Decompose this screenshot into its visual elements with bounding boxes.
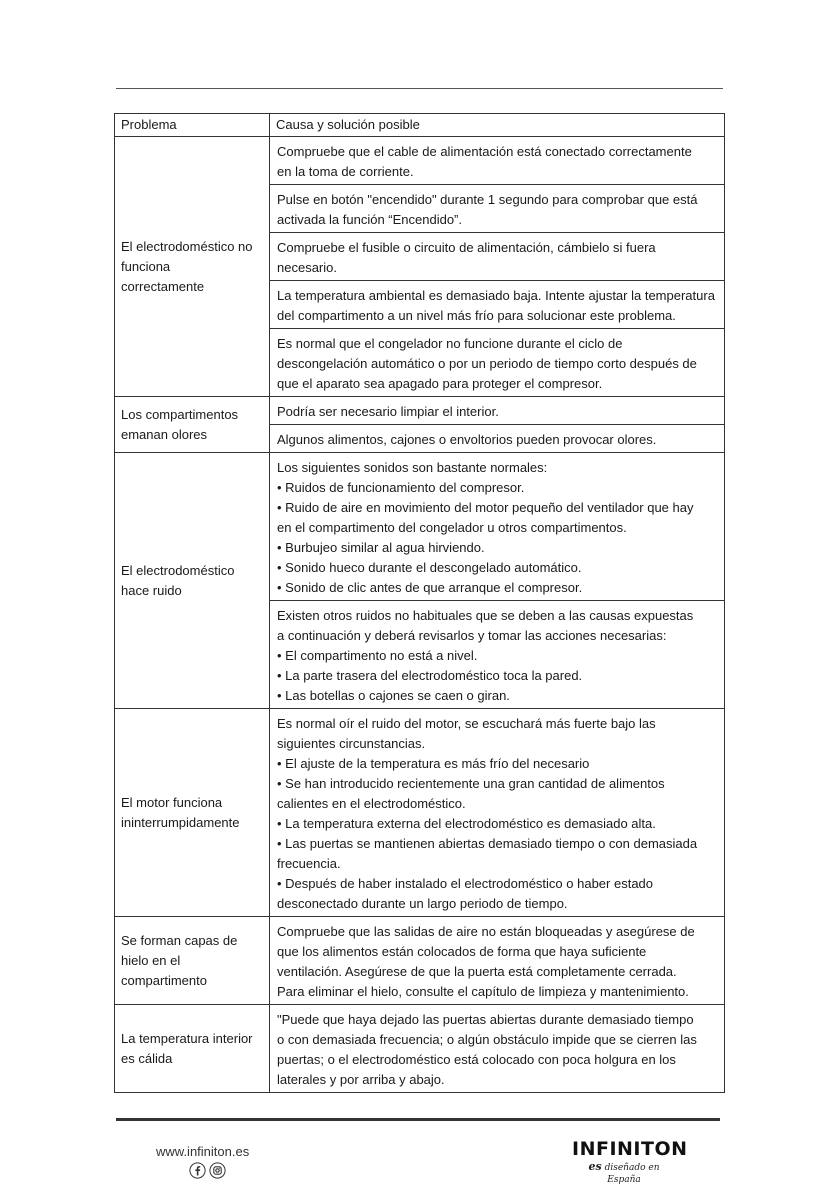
cause-cell [270, 233, 725, 281]
cause-line: Es normal oír el ruido del motor, se escuchará más fuerte bajo las [277, 716, 656, 731]
problem-cell [115, 453, 270, 709]
cause-line: • Sonido de clic antes de que arranque el compresor. [277, 580, 583, 595]
problem-line: La temperatura interior [121, 1030, 253, 1046]
problem-cell [115, 709, 270, 917]
cause-line: Compruebe que las salidas de aire no están bloqueadas y asegúrese de [277, 924, 695, 939]
cause-line: a continuación y deberá revisarlos y tomar las acciones necesarias: [277, 628, 667, 643]
cause-line: Es normal que el congelador no funcione durante el ciclo de [277, 336, 623, 351]
cause-line: laterales y por arriba y abajo. [277, 1072, 445, 1087]
problem-line: hace ruido [121, 582, 182, 598]
problem-line: ininterrumpidamente [121, 814, 240, 830]
table-row [115, 453, 725, 601]
facebook-icon[interactable] [189, 1162, 206, 1184]
problem-line: compartimento [121, 972, 207, 988]
table-row [115, 137, 725, 185]
cause-cell [270, 453, 725, 601]
cause-line: • Sonido hueco durante el descongelado automático. [277, 560, 582, 575]
problem-cell [115, 917, 270, 1005]
header-cause: Causa y solución posible [270, 114, 725, 137]
table-body [115, 137, 725, 1093]
brand-tagline-text: diseñado en España [604, 1163, 660, 1185]
table-row [115, 917, 725, 1005]
cause-line: Podría ser necesario limpiar el interior. [277, 404, 499, 419]
cause-line: descongelación automático o por un periodo de tiempo corto después de [277, 356, 697, 371]
brand-logo [572, 1138, 688, 1186]
cause-cell [270, 425, 725, 453]
cause-line: que el aparato sea apagado para proteger el compresor. [277, 376, 603, 391]
cause-line: Pulse en botón "encendido" durante 1 segundo para comprobar que está [277, 192, 698, 207]
cause-line: Compruebe el fusible o circuito de alimentación, cámbielo si fuera [277, 240, 656, 255]
cause-line: • Burbujeo similar al agua hirviendo. [277, 540, 485, 555]
troubleshooting-table [114, 113, 725, 1093]
problem-line: emanan olores [121, 426, 207, 442]
problem-cell [115, 137, 270, 397]
cause-line: "Puede que haya dejado las puertas abiertas durante demasiado tiempo [277, 1012, 694, 1027]
footer-rule [116, 1118, 720, 1121]
cause-line: en la toma de corriente. [277, 164, 414, 179]
cause-line: frecuencia. [277, 856, 341, 871]
cause-cell [270, 397, 725, 425]
instagram-icon[interactable] [209, 1162, 226, 1184]
social-links [189, 1162, 226, 1184]
table-row [115, 397, 725, 425]
problem-line: Se forman capas de [121, 932, 238, 948]
problem-line: El motor funciona [121, 794, 223, 810]
cause-cell [270, 601, 725, 709]
cause-cell [270, 137, 725, 185]
cause-line: • La temperatura externa del electrodoméstico es demasiado alta. [277, 816, 656, 831]
problem-line: funciona [121, 258, 171, 274]
cause-line: que los alimentos están colocados de forma que haya suficiente [277, 944, 647, 959]
table-header-row [115, 114, 725, 137]
cause-line: • Después de haber instalado el electrodoméstico o haber estado [277, 876, 654, 891]
problem-line: correctamente [121, 278, 205, 294]
cause-line: • Ruidos de funcionamiento del compresor. [277, 480, 525, 495]
table-row [115, 709, 725, 917]
cause-line: • Las puertas se mantienen abiertas demasiado tiempo o con demasiada [277, 836, 698, 851]
problem-line: es cálida [121, 1050, 173, 1066]
table-row [115, 1005, 725, 1093]
cause-line: necesario. [277, 260, 337, 275]
cause-line: • El ajuste de la temperatura es más frío del necesario [277, 756, 590, 771]
problem-line: El electrodoméstico [121, 562, 235, 578]
problem-line: hielo en el [121, 952, 181, 968]
problem-line: El electrodoméstico no [121, 238, 253, 254]
cause-line: siguientes circunstancias. [277, 736, 426, 751]
cause-line: desconectado durante un largo periodo de tiempo. [277, 896, 568, 911]
cause-line: • Ruido de aire en movimiento del motor pequeño del ventilador que hay [277, 500, 694, 515]
cause-line: La temperatura ambiental es demasiado baja. Intente ajustar la temperatura [277, 288, 715, 303]
cause-line: en el compartimento del congelador u otros compartimentos. [277, 520, 627, 535]
cause-line: calientes en el electrodoméstico. [277, 796, 466, 811]
cause-cell [270, 917, 725, 1005]
cause-line: o con demasiada frecuencia; o algún obstáculo impide que se cierren las [277, 1032, 697, 1047]
header-problem: Problema [115, 114, 270, 137]
cause-line: • Se han introducido recientemente una gran cantidad de alimentos [277, 776, 665, 791]
cause-line: Para eliminar el hielo, consulte el capítulo de limpieza y mantenimiento. [277, 984, 689, 999]
cause-line: Los siguientes sonidos son bastante normales: [277, 460, 548, 475]
cause-line: Algunos alimentos, cajones o envoltorios pueden provocar olores. [277, 432, 657, 447]
problem-cell [115, 1005, 270, 1093]
cause-cell [270, 1005, 725, 1093]
cause-line: • El compartimento no está a nivel. [277, 648, 478, 663]
cause-line: ventilación. Asegúrese de que la puerta está completamente cerrada. [277, 964, 677, 979]
cause-cell [270, 185, 725, 233]
cause-cell [270, 709, 725, 917]
cause-line: activada la función “Encendido”. [277, 212, 463, 227]
brand-name: INFINITON [572, 1138, 688, 1160]
brand-tagline-prefix: es [588, 1160, 602, 1173]
cause-line: • Las botellas o cajones se caen o giran. [277, 688, 510, 703]
cause-line: • La parte trasera del electrodoméstico toca la pared. [277, 668, 583, 683]
cause-line: Existen otros ruidos no habituales que se deben a las causas expuestas [277, 608, 694, 623]
problem-line: Los compartimentos [121, 406, 239, 422]
cause-line: puertas; o el electrodoméstico está colocado con poca holgura en los [277, 1052, 676, 1067]
cause-line: Compruebe que el cable de alimentación está conectado correctamente [277, 144, 692, 159]
header-rule [116, 88, 723, 89]
cause-cell [270, 329, 725, 397]
website-url[interactable]: www.infiniton.es [156, 1144, 250, 1159]
cause-cell [270, 281, 725, 329]
brand-tagline [572, 1161, 676, 1186]
problem-cell [115, 397, 270, 453]
cause-line: del compartimento a un nivel más frío para solucionar este problema. [277, 308, 676, 323]
